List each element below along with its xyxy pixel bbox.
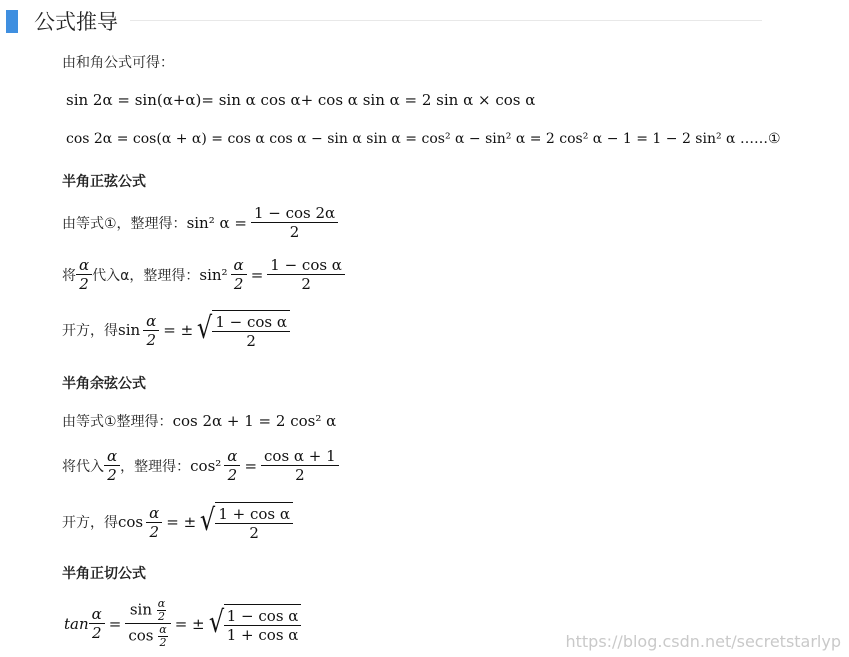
cosine-step-2-equals: = [244, 456, 258, 475]
sine-step-3-equals: = ± [163, 321, 194, 339]
section-title: 公式推导 [34, 10, 118, 34]
sine-step-2-equals: = [250, 265, 264, 284]
tangent-arg-den: 2 [91, 624, 102, 642]
sine-step-1-numerator: 1 − cos 2α [251, 204, 338, 223]
sine-step-1-fraction [251, 204, 338, 241]
tangent-den-arg-den: 2 [159, 636, 167, 649]
cosine-step-3-arg-num: α [146, 504, 162, 523]
sine-step-2-numerator: 1 − cos α [267, 256, 345, 275]
cosine-step-2-prefix: 将代入 [62, 458, 104, 475]
sine-step-3-sqrt [195, 310, 290, 350]
tangent-equals-1: = [108, 614, 122, 633]
sine-step-3-arg [143, 312, 159, 349]
sine-step-3-numerator: 1 − cos α [212, 313, 290, 332]
sine-step-2-text: 代入α，整理得： [92, 267, 200, 284]
sine-step-3-denominator: 2 [246, 332, 256, 350]
cosine-step-3-denominator: 2 [249, 524, 259, 542]
tangent-ratio [125, 598, 170, 649]
tangent-formula [64, 598, 301, 649]
tangent-arg-num: α [89, 605, 105, 624]
tangent-equals-2: = ± [174, 614, 205, 633]
tangent-den-arg [158, 624, 167, 649]
sine-step-2-lhs: sin² [199, 265, 228, 284]
sine-step-2-sub-den: 2 [79, 275, 89, 293]
tangent-num-arg [157, 598, 166, 623]
cosine-step-3-arg [146, 504, 162, 541]
sqrt-sign-icon: √ [197, 311, 213, 346]
cosine-step-1-formula: cos 2α + 1 = 2 cos² α [172, 412, 337, 430]
cosine-step-3-fn: cos [118, 513, 144, 531]
sine-step-1-lhs: sin² α = [186, 213, 247, 232]
sine-step-3-fn: sin [118, 321, 141, 339]
cosine-step-2-fraction [261, 447, 339, 484]
sine-step-1 [62, 204, 338, 241]
sine-step-3-arg-den: 2 [146, 330, 156, 349]
tangent-root-fraction [224, 604, 302, 644]
sine-step-2-substitution [76, 256, 92, 293]
cosine-step-2-numerator: cos α + 1 [261, 447, 339, 466]
section-divider [130, 20, 762, 21]
cosine-step-2-sub-den: 2 [107, 466, 117, 484]
cosine-step-3-arg-den: 2 [149, 522, 159, 541]
cosine-step-1-text: 由等式①整理得： [62, 414, 173, 430]
sine-step-2-denominator: 2 [301, 275, 311, 293]
intro-text: 由和角公式可得： [62, 55, 174, 71]
tangent-den-fn: cos [128, 626, 154, 645]
cosine-step-2-denominator: 2 [295, 466, 305, 484]
cosine-step-2-substitution [104, 447, 120, 484]
tangent-num-fn: sin [129, 600, 152, 619]
cosine-step-3-numerator: 1 + cos α [215, 505, 293, 524]
cosine-step-1 [62, 411, 336, 431]
cosine-step-3-equals: = ± [166, 513, 197, 531]
cosine-step-2-arg [224, 447, 240, 484]
sine-step-3-arg-num: α [143, 312, 159, 331]
sine-step-3 [62, 310, 290, 350]
tangent-fn: tan [64, 614, 89, 633]
cosine-step-2-text: ，整理得： [120, 458, 191, 475]
sine-step-2-arg-num: α [231, 256, 247, 275]
sqrt-sign-icon: √ [208, 604, 224, 640]
formula-sin-double-angle: sin 2α = sin(α+α)= sin α cos α+ cos α sin α = 2 sin α × cos α [66, 91, 536, 109]
tangent-root-denominator: 1 + cos α [226, 625, 299, 644]
sine-step-1-denominator: 2 [289, 223, 300, 241]
sine-step-2-sub-num: α [76, 256, 92, 275]
cosine-step-2-arg-den: 2 [227, 466, 238, 484]
sine-step-3-root-fraction [212, 310, 290, 350]
cosine-step-2-arg-num: α [224, 447, 240, 466]
sine-step-2-arg-den: 2 [233, 275, 244, 293]
sine-step-2-prefix: 将 [62, 267, 76, 284]
cosine-step-3 [62, 502, 293, 542]
tangent-den-arg-num: α [159, 623, 167, 636]
tangent-sqrt [207, 604, 302, 644]
watermark: https://blog.csdn.net/secretstarlyp [565, 632, 841, 651]
tangent-ratio-numerator [125, 598, 170, 624]
tangent-ratio-denominator [125, 624, 170, 649]
tangent-root-numerator: 1 − cos α [224, 607, 302, 626]
cosine-step-2-lhs: cos² [190, 456, 222, 475]
heading-half-angle-cosine: 半角余弦公式 [62, 376, 146, 392]
cosine-step-3-sqrt [198, 502, 293, 542]
tangent-num-arg-num: α [157, 597, 166, 610]
sine-step-2-fraction [267, 256, 345, 293]
heading-half-angle-sine: 半角正弦公式 [62, 174, 146, 190]
sine-step-2-arg [231, 256, 247, 293]
cosine-step-3-text: 开方，得 [62, 515, 118, 531]
sqrt-sign-icon: √ [200, 503, 216, 538]
sine-step-2 [62, 256, 345, 293]
heading-half-angle-tangent: 半角正切公式 [62, 566, 146, 582]
formula-cos-double-angle: cos 2α = cos(α + α) = cos α cos α − sin α sin α = cos² α − sin² α = 2 cos² α − 1 = 1 − 2 sin² α ……① [66, 131, 781, 147]
sine-step-3-text: 开方，得 [62, 323, 118, 339]
tangent-num-arg-den: 2 [158, 610, 165, 623]
section-accent-bar [6, 10, 18, 33]
tangent-arg [89, 605, 105, 642]
cosine-step-2 [62, 447, 339, 484]
cosine-step-3-root-fraction [215, 502, 293, 542]
cosine-step-2-sub-num: α [104, 447, 120, 466]
sine-step-1-text: 由等式①，整理得： [62, 215, 187, 232]
